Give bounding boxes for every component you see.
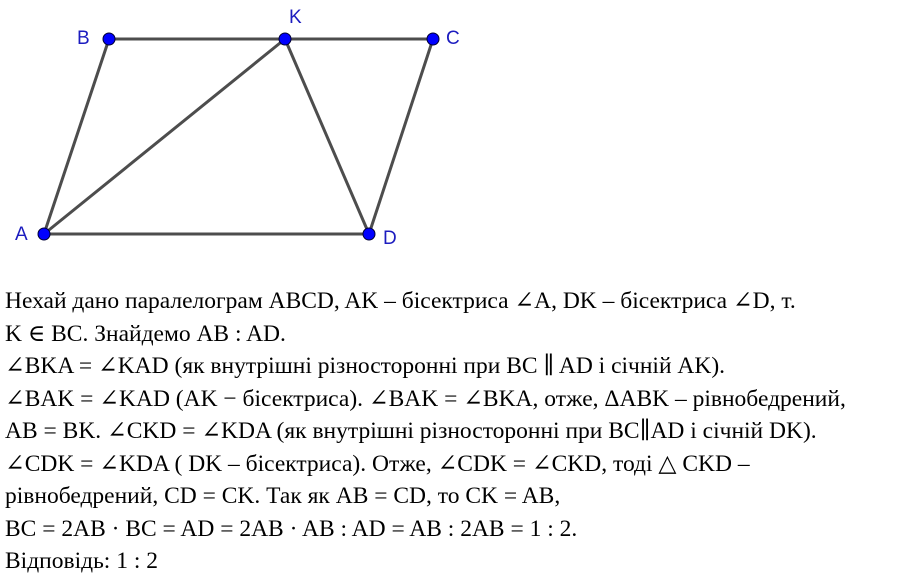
segment-ak: [44, 39, 285, 234]
label-d: D: [383, 228, 397, 249]
label-k: K: [289, 7, 302, 28]
solution-text: [5, 285, 895, 578]
solution-line: Нехай дано паралелограм ABCD, AK – бісектриса ∠A, DK – бісектриса ∠D, т.: [5, 288, 796, 314]
segment-cd: [369, 39, 433, 234]
point-b: [103, 33, 115, 45]
solution-line: ∠CDK = ∠KDA ( DK – бісектриса). Отже, ∠CDK = ∠CKD, тоді △ CKD –: [5, 450, 750, 477]
solution-line: ∠BAK = ∠KAD (AK − бісектриса). ∠BAK = ∠BKA, отже, ΔABK – рівнобедрений,: [5, 385, 846, 412]
label-c: C: [446, 28, 460, 49]
segment-dk: [285, 39, 369, 234]
solution-line: K ∈ BC. Знайдемо AB : AD.: [5, 320, 286, 347]
point-d: [363, 228, 375, 240]
parallelogram-figure: [0, 0, 897, 270]
label-a: A: [15, 224, 28, 245]
answer-line: Відповідь: 1 : 2: [5, 548, 158, 574]
solution-line: рівнобедрений, CD = CK. Так як AB = CD, то CK = AB,: [5, 483, 561, 509]
point-a: [38, 228, 50, 240]
segment-ab: [44, 39, 109, 234]
solution-line: ∠BKA = ∠KAD (як внутрішні різносторонні при BC ∥ AD і січній AK).: [5, 353, 726, 379]
solution-line: AB = BK. ∠CKD = ∠KDA (як внутрішні різносторонні при BC∥AD і січній DK).: [5, 418, 817, 444]
point-c: [427, 33, 439, 45]
point-k: [279, 33, 291, 45]
solution-line: BC = 2AB · BC = AD = 2AB · AB : AD = AB : 2AB = 1 : 2.: [5, 515, 578, 542]
label-b: B: [77, 28, 90, 49]
